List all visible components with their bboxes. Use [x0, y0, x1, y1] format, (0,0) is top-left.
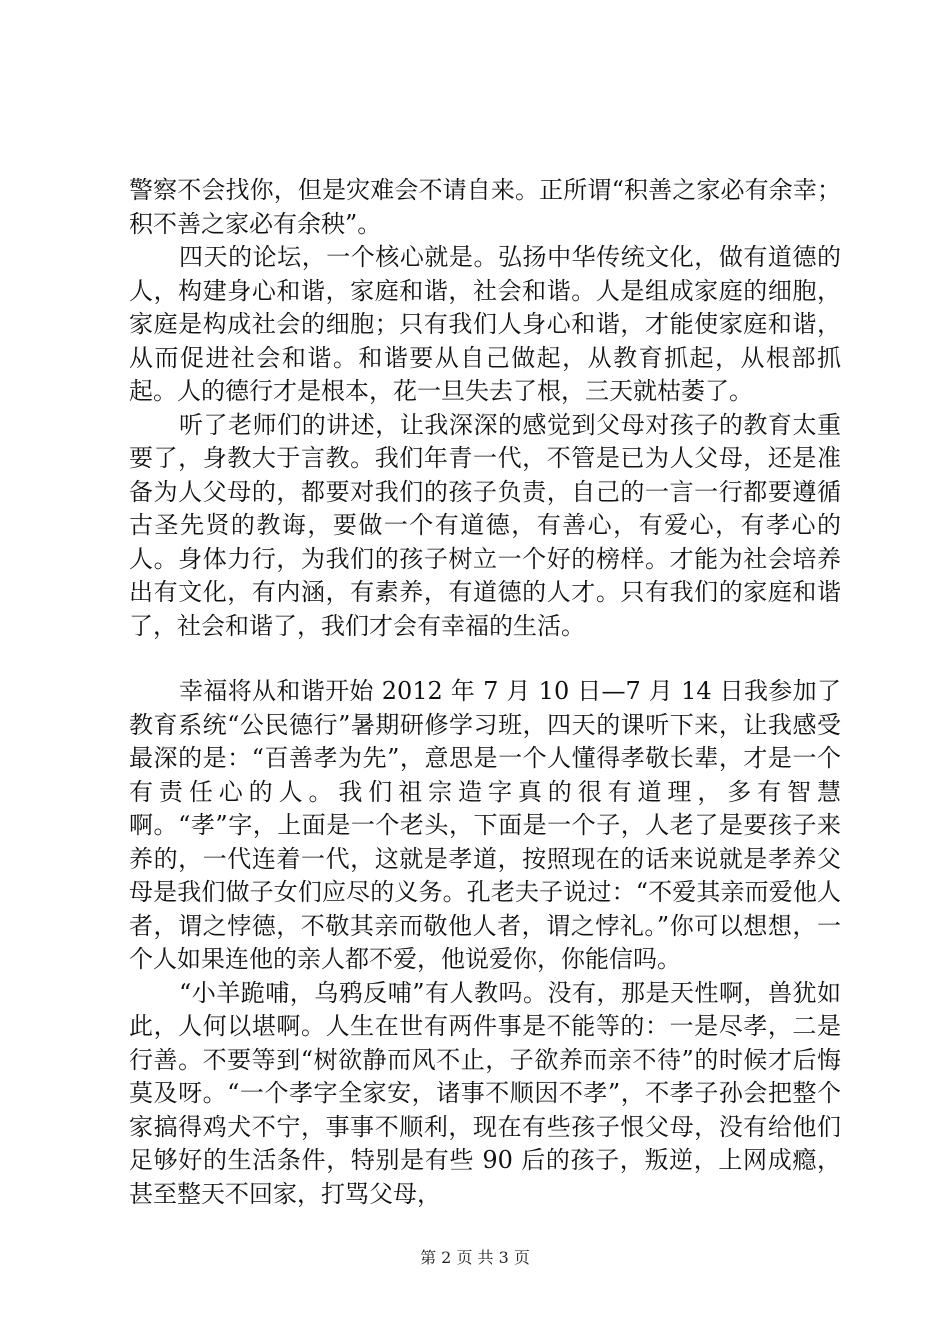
paragraph-continuation: 警察不会找你，但是灾难会不请自来。正所谓“积善之家必有余幸；积不善之家必有余秧”。: [129, 176, 841, 238]
section-gap: [129, 643, 841, 675]
page-number-footer: 第 2 页 共 3 页: [420, 1248, 530, 1267]
paragraph-parent-education: 听了老师们的讲述，让我深深的感觉到父母对孩子的教育太重要了，身教大于言教。我们年青一代，不管是已为人父母，还是准备为人父母的，都要对我们的孩子负责，自己的一言一行都要遵循古圣先贤的教诲，要做一个有道德，有善心，有爱心，有孝心的人。身体力行，为我们的孩子树立一个好的榜样。才能为社会培养出有文化，有内涵，有素养，有道德的人才。只有我们的家庭和谐了，社会和谐了，我们才会有幸福的生活。: [129, 410, 841, 640]
paragraph-filial-piety: 幸福将从和谐开始 2012 年 7 月 10 日—7 月 14 日我参加了教育系统“公民德行”暑期研修学习班，四天的课听下来，让我感受最深的是：“百善孝为先”，意思是一个人懂得孝敬长辈，才是一个有责任心的人。我们祖宗造字真的很有道理，多有智慧啊。“孝”字，上面是一个老头，下面是一个子，人老了是要孩子来养的，一代连着一代，这就是孝道，按照现在的话来说就是孝养父母是我们做子女们应尽的义务。孔老夫子说过：“不爱其亲而爱他人者，谓之悖德，不敬其亲而敬他人者，谓之悖礼。”你可以想想，一个人如果连他的亲人都不爱，他说爱你，你能信吗。: [129, 677, 841, 973]
paragraph-lamb-crow: “小羊跪哺，乌鸦反哺”有人教吗。没有，那是天性啊，兽犹如此，人何以堪啊。人生在世有两件事是不能等的：一是尽孝，二是行善。不要等到“树欲静而风不止，子欲养而亲不待”的时候才后悔莫及呀。“一个孝字全家安，诸事不顺因不孝”，不孝子孙会把整个家搞得鸡犬不宁，事事不顺利，现在有些孩子恨父母，没有给他们足够好的生活条件，特别是有些 90 后的孩子，叛逆，上网成瘾，甚至整天不回家，打骂父母，: [129, 978, 841, 1208]
document-body: [129, 174, 841, 1211]
paragraph-forum-core: 四天的论坛，一个核心就是。弘扬中华传统文化，做有道德的人，构建身心和谐，家庭和谐，社会和谐。人是组成家庭的细胞，家庭是构成社会的细胞；只有我们人身心和谐，才能使家庭和谐，从而促进社会和谐。和谐要从自己做起，从教育抓起，从根部抓起。人的德行才是根本，花一旦失去了根，三天就枯萎了。: [129, 243, 841, 405]
